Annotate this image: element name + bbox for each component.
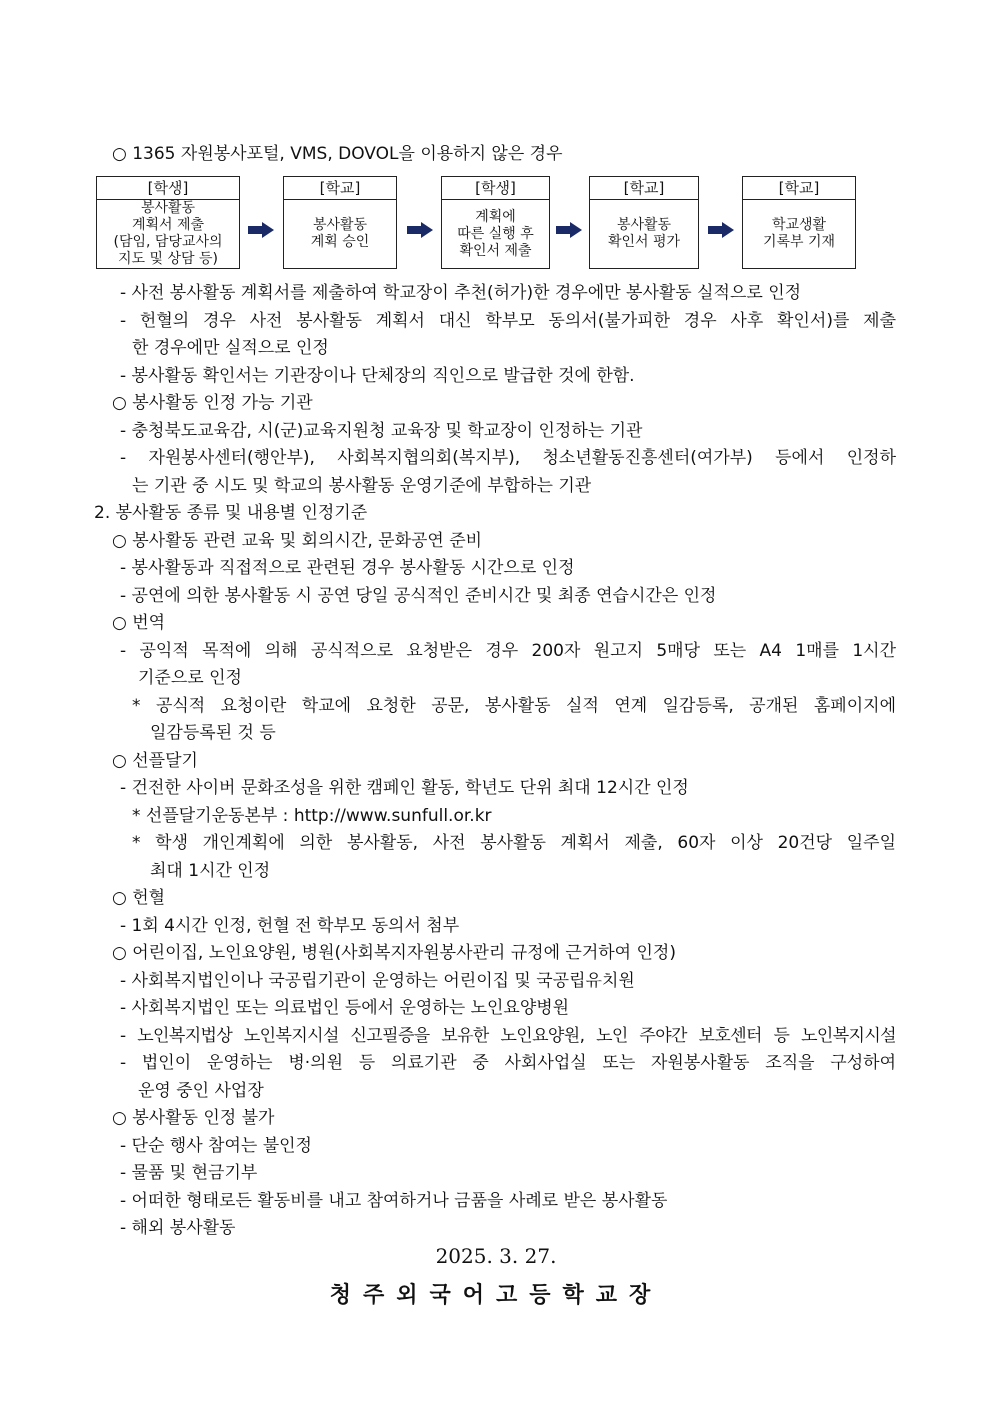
flow-step-2 — [283, 176, 397, 269]
section-heading: 2. 봉사활동 종류 및 내용별 인정기준 — [94, 503, 368, 523]
flow-step-4-text: 확인서 평가 — [607, 234, 681, 250]
flow-step-5-actor: [학교] — [743, 177, 855, 200]
flow-step-3-text: 따른 실행 후 — [457, 225, 534, 242]
flow-step-1-text: (담임, 담당교사의 — [113, 234, 223, 250]
flow-step-1 — [96, 176, 240, 269]
bullet-line: - 건전한 사이버 문화조성을 위한 캠페인 활동, 학년도 단위 최대 12시간 인정 — [120, 778, 689, 798]
arrow-icon — [708, 222, 734, 238]
section-item: ○ 봉사활동 인정 가능 기관 — [112, 393, 313, 413]
section-item: ○ 번역 — [112, 613, 166, 633]
continuation-line: 한 경우에만 실적으로 인정 — [132, 338, 329, 358]
flow-step-2-text: 계획 승인 — [310, 234, 370, 250]
flow-step-3 — [441, 176, 550, 269]
note-line: * 학생 개인계획에 의한 봉사활동, 사전 봉사활동 계획서 제출, 60자 이상 20건당 일주일 — [132, 833, 896, 853]
school-signature: 청주외국어고등학교장 — [329, 1282, 663, 1308]
continuation-line: 운영 중인 사업장 — [138, 1081, 264, 1101]
flow-step-3-text: 계획에 — [475, 208, 516, 225]
flow-step-4 — [589, 176, 699, 269]
flow-step-3-actor: [학생] — [442, 177, 549, 200]
section-item: ○ 봉사활동 관련 교육 및 회의시간, 문화공연 준비 — [112, 531, 483, 551]
flow-step-4-text: 봉사활동 — [616, 217, 672, 233]
flow-step-1-text: 계획서 제출 — [131, 217, 205, 233]
continuation-line: 최대 1시간 인정 — [150, 861, 271, 881]
section-item: ○ 헌혈 — [112, 888, 166, 908]
bullet-line: - 헌혈의 경우 사전 봉사활동 계획서 대신 학부모 동의서(불가피한 경우 사후 확인서)를 제출 — [120, 311, 896, 331]
flow-step-4-actor: [학교] — [590, 177, 698, 200]
flow-step-5-text: 학교생활 — [771, 217, 827, 233]
bullet-line: - 공연에 의한 봉사활동 시 공연 당일 공식적인 준비시간 및 최종 연습시간은 인정 — [120, 586, 717, 606]
bullet-line: - 사회복지법인 또는 의료법인 등에서 운영하는 노인요양병원 — [120, 998, 570, 1018]
note-line: * 선플달기운동본부 : http://www.sunfull.or.kr — [132, 806, 492, 826]
bullet-line: - 사회복지법인이나 국공립기관이 운영하는 어린이집 및 국공립유치원 — [120, 971, 635, 991]
section-item: ○ 봉사활동 인정 불가 — [112, 1108, 275, 1128]
bullet-line: - 봉사활동과 직접적으로 관련된 경우 봉사활동 시간으로 인정 — [120, 558, 575, 578]
bullet-line: - 사전 봉사활동 계획서를 제출하여 학교장이 추천(허가)한 경우에만 봉사활동 실적으로 인정 — [120, 283, 802, 303]
continuation-line: 는 기관 중 시도 및 학교의 봉사활동 운영기준에 부합하는 기관 — [132, 476, 592, 496]
bullet-line: - 충청북도교육감, 시(군)교육지원청 교육장 및 학교장이 인정하는 기관 — [120, 421, 643, 441]
flow-step-1-actor: [학생] — [97, 177, 239, 200]
flow-heading: ○ 1365 자원봉사포털, VMS, DOVOL을 이용하지 않은 경우 — [112, 144, 563, 164]
section-item: ○ 어린이집, 노인요양원, 병원(사회복지자원봉사관리 규정에 근거하여 인정) — [112, 943, 676, 963]
approval-flowchart — [96, 176, 856, 268]
flow-step-1-text: 지도 및 상담 등) — [118, 251, 218, 267]
bullet-line: - 공익적 목적에 의해 공식적으로 요청받은 경우 200자 원고지 5매당 또는 A4 1매를 1시간 — [120, 641, 896, 661]
bullet-line: - 해외 봉사활동 — [120, 1218, 236, 1238]
flow-step-5 — [742, 176, 856, 269]
bullet-line: - 단순 행사 참여는 불인정 — [120, 1136, 312, 1156]
continuation-line: 기준으로 인정 — [138, 668, 242, 688]
arrow-icon — [407, 222, 433, 238]
note-line: * 공식적 요청이란 학교에 요청한 공문, 봉사활동 실적 연계 일감등록, 공개된 홈페이지에 — [132, 696, 896, 716]
bullet-line: - 법인이 운영하는 병·의원 등 의료기관 중 사회사업실 또는 자원봉사활동 조직을 구성하여 — [120, 1053, 896, 1073]
continuation-line: 일감등록된 것 등 — [150, 723, 276, 743]
bullet-line: - 봉사활동 확인서는 기관장이나 단체장의 직인으로 발급한 것에 한함. — [120, 366, 635, 386]
bullet-line: - 1회 4시간 인정, 헌혈 전 학부모 동의서 첨부 — [120, 916, 460, 936]
arrow-icon — [556, 222, 582, 238]
section-item: ○ 선플달기 — [112, 751, 198, 771]
flow-step-2-actor: [학교] — [284, 177, 396, 200]
arrow-icon — [248, 222, 274, 238]
bullet-line: - 어떠한 형태로든 활동비를 내고 참여하거나 금품을 사례로 받은 봉사활동 — [120, 1191, 668, 1211]
flow-step-5-text: 기록부 기재 — [762, 234, 836, 250]
flow-step-2-text: 봉사활동 — [312, 217, 368, 233]
bullet-line: - 자원봉사센터(행안부), 사회복지협의회(복지부), 청소년활동진흥센터(여가부) 등에서 인정하 — [120, 448, 896, 468]
flow-step-3-text: 확인서 제출 — [459, 242, 532, 259]
document-date: 2025. 3. 27. — [435, 1244, 557, 1268]
flow-step-1-text: 봉사활동 — [140, 200, 196, 216]
bullet-line: - 노인복지법상 노인복지시설 신고필증을 보유한 노인요양원, 노인 주야간 보호센터 등 노인복지시설 — [120, 1026, 896, 1046]
bullet-line: - 물품 및 현금기부 — [120, 1163, 258, 1183]
